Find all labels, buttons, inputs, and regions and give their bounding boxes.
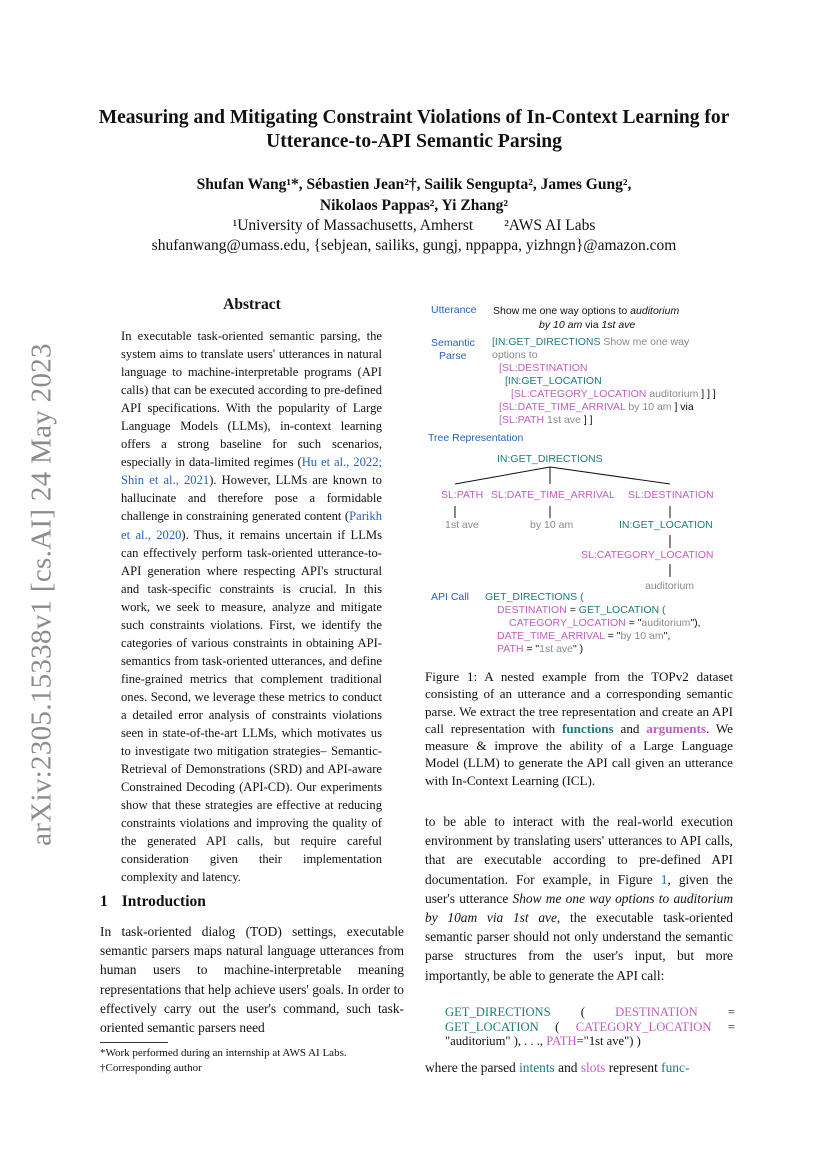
api-symbol: ( bbox=[555, 1019, 560, 1034]
caption-functions: functions bbox=[561, 720, 614, 736]
api-function: GET_DIRECTIONS ( bbox=[485, 591, 584, 603]
title-line-2: Utterance-to-API Semantic Parsing bbox=[266, 131, 562, 152]
parse-bracket: ] ] ] bbox=[698, 388, 716, 400]
figure-1 bbox=[425, 300, 735, 660]
footnote-2: †Corresponding author bbox=[100, 1062, 202, 1074]
api-argument: DESTINATION bbox=[497, 604, 567, 616]
api-value: by 10 am bbox=[620, 630, 664, 642]
api-function: GET_LOCATION bbox=[445, 1019, 539, 1034]
body-text: where the parsed bbox=[425, 1060, 520, 1075]
slot-token: [SL:DATE_TIME_ARRIVAL bbox=[499, 401, 626, 413]
api-argument: PATH bbox=[497, 643, 524, 655]
arxiv-stamp: arXiv:2305.15338v1 [cs.AI] 24 May 2023 bbox=[25, 343, 58, 846]
body-text: to be able to interact with the real-world execution environment by translating users' utterances to API calls, that are executable according to pre-defined API documentation. For example, in Figure bbox=[425, 814, 733, 887]
authors-line-1: Shufan Wang¹*, Sébastien Jean²†, Sailik Sengupta², James Gung², bbox=[196, 176, 632, 193]
slot-token: [SL:CATEGORY_LOCATION bbox=[511, 388, 647, 400]
section-heading bbox=[100, 893, 206, 911]
caption-text: and bbox=[613, 720, 647, 736]
api-block-line bbox=[445, 1034, 735, 1049]
tree-node: SL:PATH bbox=[441, 489, 484, 501]
api-argument: CATEGORY_LOCATION bbox=[509, 617, 626, 629]
body-text: , the executable task-oriented semantic parser should not only understand the semantic parse structures from the user's input, but more importantly, be able to generate the API call: bbox=[425, 910, 733, 983]
intents-word: intents bbox=[519, 1060, 555, 1075]
api-line bbox=[509, 617, 701, 630]
authors bbox=[60, 174, 768, 216]
api-value: ="1st ave") ) bbox=[576, 1034, 641, 1048]
slot-token: [SL:DESTINATION bbox=[499, 362, 588, 374]
figure-caption bbox=[425, 668, 733, 789]
affiliations bbox=[60, 216, 768, 256]
api-line bbox=[497, 604, 666, 617]
email-line: shufanwang@umass.edu, {sebjean, sailiks, gungj, nppappa, yizhngn}@amazon.com bbox=[151, 237, 677, 254]
tree-leaf: by 10 am bbox=[530, 519, 574, 531]
api-call-block bbox=[445, 1005, 735, 1049]
body-text: and bbox=[554, 1060, 581, 1075]
api-symbol: = bbox=[727, 1005, 735, 1019]
right-paragraph bbox=[425, 812, 733, 985]
section-title: Introduction bbox=[121, 893, 206, 910]
api-argument: DESTINATION bbox=[615, 1005, 698, 1019]
parse-label-2: Parse bbox=[439, 350, 467, 362]
api-label: API Call bbox=[431, 591, 469, 603]
intent-token: [IN:GET_LOCATION bbox=[505, 375, 602, 387]
api-argument: PATH bbox=[546, 1034, 577, 1048]
api-block-line bbox=[445, 1020, 735, 1035]
abstract-text-2: ). However, LLMs are known to hallucinate and therefore pose a formidable challenge in constraining generated content ( bbox=[121, 473, 382, 524]
authors-line-2: Nikolaos Pappas², Yi Zhang² bbox=[319, 197, 509, 214]
api-function: GET_LOCATION ( bbox=[578, 604, 666, 616]
utterance-quote: Show me one way options to auditorium by 10am via 1st ave bbox=[425, 890, 733, 926]
figure-link[interactable]: 1 bbox=[660, 871, 668, 887]
slot-token: [SL:PATH bbox=[499, 414, 545, 426]
title-line-1: Measuring and Mitigating Constraint Violations of In-Context Learning for bbox=[98, 107, 730, 128]
section-number: 1 bbox=[100, 893, 108, 910]
tree-node: SL:DATE_TIME_ARRIVAL bbox=[491, 489, 615, 501]
paper-title bbox=[60, 106, 768, 154]
api-block-line bbox=[445, 1005, 735, 1020]
footnote-rule bbox=[100, 1042, 168, 1043]
tree-label: Tree Representation bbox=[428, 432, 524, 444]
api-argument: DATE_TIME_ARRIVAL bbox=[497, 630, 605, 642]
api-line bbox=[497, 630, 670, 643]
api-symbol: = " bbox=[625, 617, 642, 629]
api-symbol: "), bbox=[690, 617, 701, 629]
caption-text: . We measure & improve the ability of a Large Language Model (LLM) to generate the API call given an utterance with In-Context Learning (ICL). bbox=[425, 720, 733, 788]
citation-link[interactable]: Parikh et al., 2020 bbox=[121, 509, 382, 542]
utterance-part: via bbox=[582, 319, 602, 331]
tree-node: SL:DESTINATION bbox=[628, 489, 714, 501]
parse-bracket: ] via bbox=[671, 401, 694, 413]
parse-word: 1st ave bbox=[544, 414, 581, 426]
footnote-1: *Work performed during an internship at AWS AI Labs. bbox=[100, 1047, 347, 1059]
utterance-part: auditorium bbox=[630, 305, 680, 317]
parse-label-1: Semantic bbox=[431, 337, 475, 349]
caption-text: Figure 1: A nested example from the TOPv2 dataset consisting of an utterance and a corresponding semantic parse. We extract the tree representation and create an API call representation with bbox=[425, 669, 733, 736]
tree-leaf: 1st ave bbox=[445, 519, 479, 531]
api-value: "auditorium" ), . . ., bbox=[445, 1034, 547, 1048]
intro-paragraph: In task-oriented dialog (TOD) settings, executable semantic parsers maps natural language utterances from human users to machine-interpretable meaning representations that help achieve users' goals. In order to effectively carry out the user's command, such task-oriented semantic parsers need bbox=[100, 924, 404, 1036]
tree-node: SL:CATEGORY_LOCATION bbox=[581, 549, 714, 561]
slots-word: slots bbox=[580, 1060, 606, 1075]
tree-root: IN:GET_DIRECTIONS bbox=[497, 453, 603, 465]
api-symbol: ", bbox=[663, 630, 671, 642]
tree-node: IN:GET_LOCATION bbox=[619, 519, 713, 531]
abstract-text-1: In executable task-oriented semantic parsing, the system aims to translate users' utterances in natural language to machine-interpretable programs (API calls) that can be executed according to pre-defined API specifications. With the popularity of Large Language Models (LLMs), in-context learning offers a strong baseline for such scenarios, especially in data-limited regimes ( bbox=[121, 329, 382, 470]
abstract-text-3: ). Thus, it remains uncertain if LLMs can effectively perform task-oriented utterance-to-API generation where respecting API's structural and task-specific constraints is crucial. In this work, we seek to measure, analyze and mitigate such constraints violations. First, we identify the categories of various constraints in obtaining API-semantics from task-oriented utterances, and define fine-grained metrics that complement traditional ones. Second, we leverage these metrics to conduct a detailed error analysis of constraints violations seen in state-of-the-art LLMs, which motivates us to investigate two mitigation strategies– Semantic-Retrieval of Demonstrations (SRD) and API-aware Constrained Decoding (API-CD). Our experiments show that these strategies are effective at reducing constraints violations and improving the quality of the generated API calls, but require careful consideration given their implementation complexity and latency. bbox=[121, 527, 383, 885]
abstract-heading: Abstract bbox=[223, 296, 281, 313]
api-symbol: " ) bbox=[573, 643, 584, 655]
parse-word: by 10 am bbox=[625, 401, 672, 413]
utterance-part: by 10 am bbox=[539, 319, 583, 331]
api-symbol: = bbox=[727, 1019, 735, 1034]
citation-link[interactable]: Hu et al., 2022; Shin et al., 2021 bbox=[121, 455, 382, 488]
parse-line: options to bbox=[492, 349, 538, 361]
utterance-part: Show me one way options to bbox=[493, 305, 631, 317]
tree-leaf: auditorium bbox=[645, 580, 695, 592]
api-function: GET_DIRECTIONS bbox=[445, 1005, 551, 1019]
body-text: represent bbox=[605, 1060, 662, 1075]
api-value: 1st ave bbox=[539, 643, 574, 655]
parse-word: Show me one way bbox=[600, 336, 690, 348]
utterance-part: 1st ave bbox=[601, 319, 636, 331]
abstract-body bbox=[121, 327, 382, 886]
parse-word: auditorium bbox=[646, 388, 699, 400]
parse-bracket: ] ] bbox=[580, 414, 593, 426]
api-line bbox=[497, 643, 583, 656]
utterance-label: Utterance bbox=[431, 304, 477, 316]
api-argument: CATEGORY_LOCATION bbox=[575, 1019, 712, 1034]
api-value: auditorium bbox=[641, 617, 691, 629]
api-symbol: = " bbox=[523, 643, 540, 655]
api-symbol: = " bbox=[604, 630, 621, 642]
caption-arguments: arguments bbox=[646, 720, 706, 736]
body-text: , given the user's utterance bbox=[425, 871, 733, 906]
api-symbol: ( bbox=[580, 1005, 585, 1019]
api-symbol: = bbox=[566, 604, 579, 616]
intent-token: [IN:GET_DIRECTIONS bbox=[492, 336, 601, 348]
right-paragraph-2 bbox=[425, 1058, 733, 1077]
func-word: func- bbox=[661, 1060, 690, 1075]
affiliation-line: ¹University of Massachusetts, Amherst ²AWS AI Labs bbox=[232, 217, 596, 234]
